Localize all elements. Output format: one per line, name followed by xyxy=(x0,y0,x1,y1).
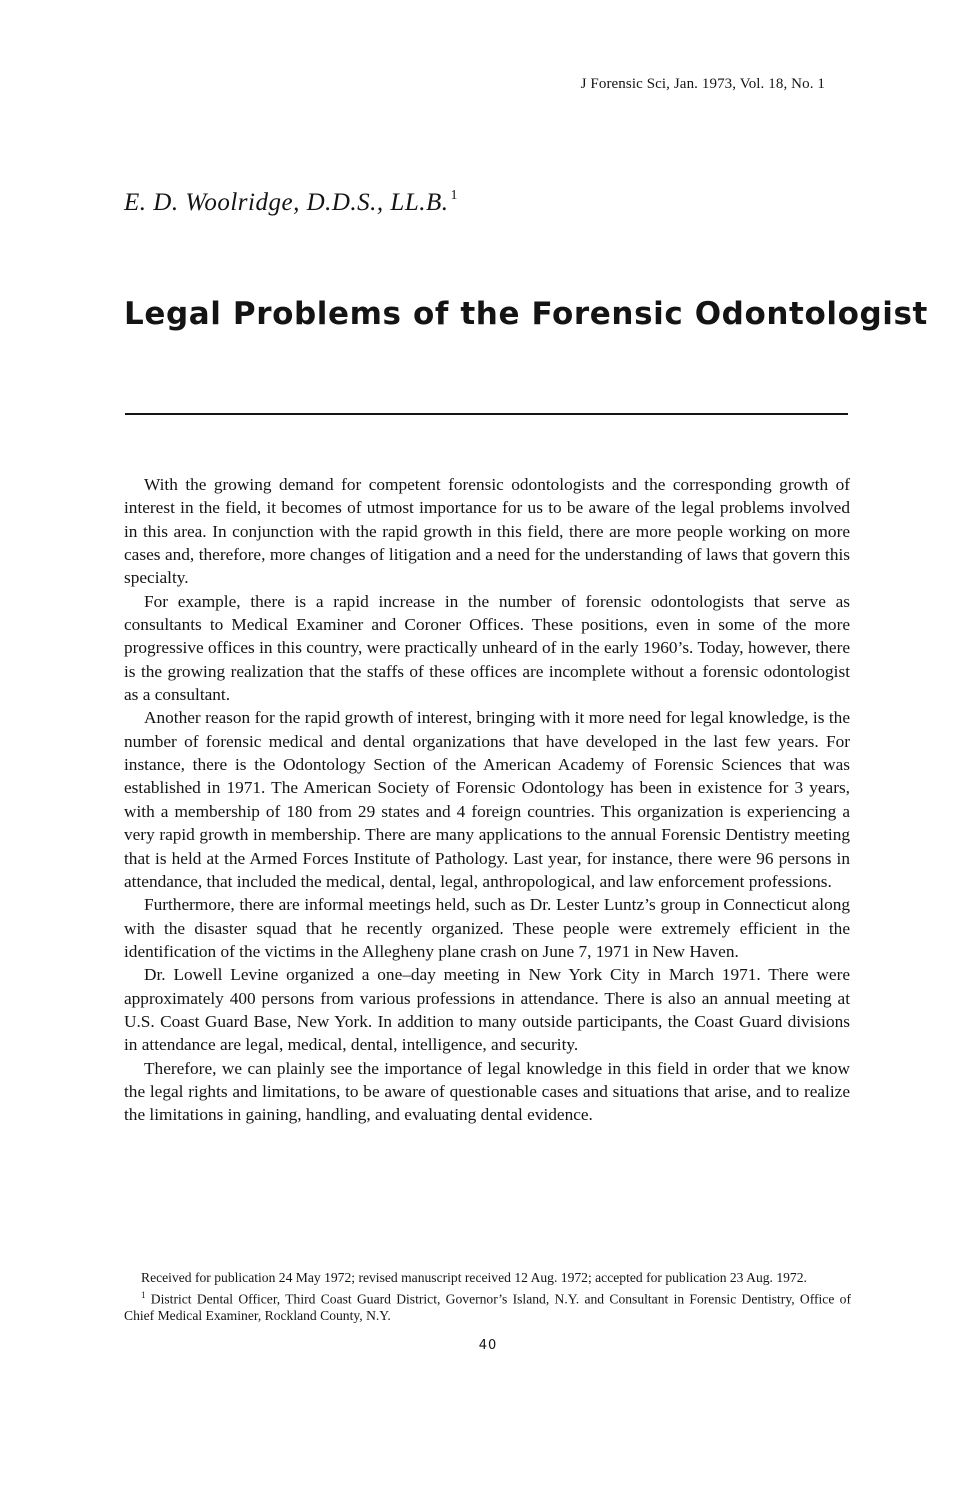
paragraph-4: Furthermore, there are informal meetings held, such as Dr. Lester Luntz’s group in Connecticut along with the disaster squad that he recently organized. These people were extremely efficient in the identification of the victims in the Allegheny plane crash on June 7, 1971 in New Haven. xyxy=(124,895,850,961)
received-note: Received for publication 24 May 1972; revised manuscript received 12 Aug. 1972; accepted for publication 23 Aug. 1972. xyxy=(141,1270,807,1285)
affiliation-note-text: District Dental Officer, Third Coast Guard District, Governor’s Island, N.Y. and Consultant in Forensic Dentistry, Office of Chief Medical Examiner, Rockland County, N.Y. xyxy=(124,1291,851,1323)
affiliation-note-mark: 1 xyxy=(141,1290,146,1300)
article-body xyxy=(124,473,850,1127)
page-number: 40 xyxy=(478,1338,498,1353)
paragraph-1: With the growing demand for competent forensic odontologists and the corresponding growth of interest in the field, it becomes of utmost importance for us to be aware of the legal problems involved in this area. In conjunction with the rapid growth in this field, there are more people working on more cases and, therefore, more changes of litigation and a need for the understanding of laws that govern this specialty. xyxy=(124,475,850,588)
journal-citation: J Forensic Sci, Jan. 1973, Vol. 18, No. 1 xyxy=(580,76,825,92)
author-footnote-mark: 1 xyxy=(450,188,459,203)
paragraph-5: Dr. Lowell Levine organized a one–day meeting in New York City in March 1971. There were approximately 400 persons from various professions in attendance. There is also an annual meeting at U.S. Coast Guard Base, New York. In addition to many outside participants, the Coast Guard divisions in attendance are legal, medical, dental, intelligence, and security. xyxy=(124,965,850,1055)
title-divider xyxy=(125,413,848,415)
paragraph-6: Therefore, we can plainly see the importance of legal knowledge in this field in order that we know the legal rights and limitations, to be aware of questionable cases and situations that arise, and to realize the limitations in gaining, handling, and evaluating dental evidence. xyxy=(124,1058,850,1125)
author-name: E. D. Woolridge, D.D.S., LL.B. xyxy=(124,189,449,216)
paragraph-2: For example, there is a rapid increase in the number of forensic odontologists that serve as consultants to Medical Examiner and Coroner Offices. These positions, even in some of the more progressive offices in this country, were practically unheard of in the early 1960’s. Today, however, there is the growing realization that the staffs of these offices are incomplete without a forensic odontologist as a consultant. xyxy=(124,591,850,705)
footnotes xyxy=(124,1270,851,1325)
article-title: Legal Problems of the Forensic Odontologist xyxy=(124,296,928,332)
affiliation-note xyxy=(124,1287,851,1324)
paragraph-3: Another reason for the rapid growth of interest, bringing with it more need for legal knowledge, is the number of forensic medical and dental organizations that have developed in the last few years. For instance, there is the Odontology Section of the American Academy of Forensic Sciences that was established in 1971. The American Society of Forensic Odontology has been in existence for 3 years, with a membership of 180 from 29 states and 4 foreign countries. This organization is experiencing a very rapid growth in membership. There are many applications to the annual Forensic Dentistry meeting that is held at the Armed Forces Institute of Pathology. Last year, for instance, there were 96 persons in attendance, that included the medical, dental, legal, anthropological, and law enforcement professions. xyxy=(124,708,850,891)
author-line xyxy=(124,188,458,217)
